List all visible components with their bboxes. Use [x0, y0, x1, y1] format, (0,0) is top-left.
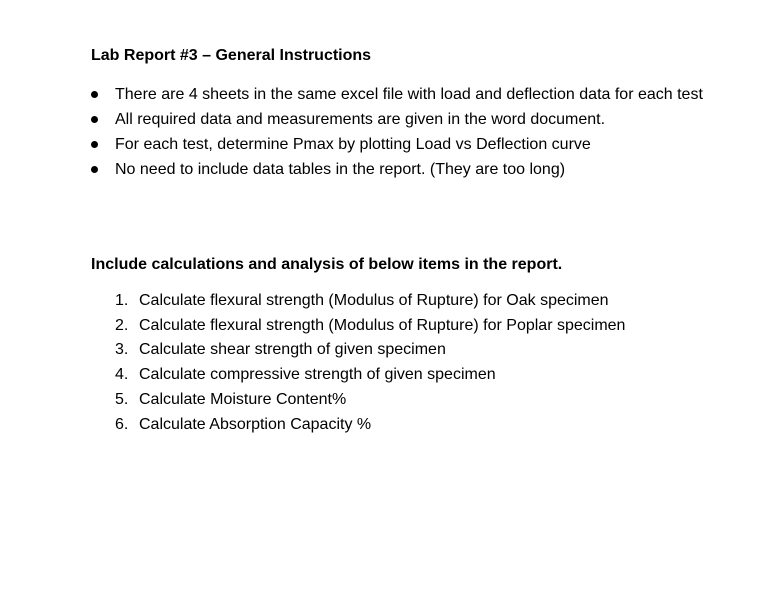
item-text: Calculate shear strength of given specimen [139, 341, 446, 359]
item-text: Calculate flexural strength (Modulus of Rupture) for Oak specimen [139, 292, 609, 309]
report-items-numbered-list [0, 289, 759, 437]
instructions-bullet-list [0, 82, 759, 182]
list-item [0, 338, 759, 363]
bullet-text: All required data and measurements are given in the word document. [115, 111, 606, 128]
item-text: Calculate Absorption Capacity % [139, 415, 372, 433]
item-text: Calculate Moisture Content% [139, 390, 347, 408]
item-number: 3. [115, 341, 129, 359]
item-number: 2. [115, 316, 129, 334]
list-item [0, 157, 759, 182]
list-item [0, 413, 759, 438]
item-number: 6. [115, 415, 129, 433]
report-items-heading: Include calculations and analysis of below items in the report. [91, 256, 563, 273]
list-item [0, 132, 759, 157]
item-number: 5. [115, 390, 129, 408]
item-number: 1. [115, 292, 129, 309]
list-item [0, 363, 759, 388]
list-item [0, 82, 759, 107]
bullet-icon [91, 141, 98, 148]
item-text: Calculate compressive strength of given specimen [139, 366, 496, 384]
list-item [0, 289, 759, 314]
item-text: Calculate flexural strength (Modulus of Rupture) for Poplar specimen [139, 316, 626, 334]
bullet-text: There are 4 sheets in the same excel file with load and deflection data for each test [115, 86, 703, 103]
bullet-icon [91, 91, 98, 98]
bullet-text: No need to include data tables in the report. (They are too long) [115, 161, 566, 178]
list-item [0, 314, 759, 339]
bullet-icon [91, 116, 98, 123]
list-item [0, 388, 759, 413]
bullet-text: For each test, determine Pmax by plotting Load vs Deflection curve [115, 136, 591, 153]
list-item [0, 107, 759, 132]
item-number: 4. [115, 366, 129, 384]
bullet-icon [91, 166, 98, 173]
general-instructions-heading: Lab Report #3 – General Instructions [91, 47, 372, 64]
